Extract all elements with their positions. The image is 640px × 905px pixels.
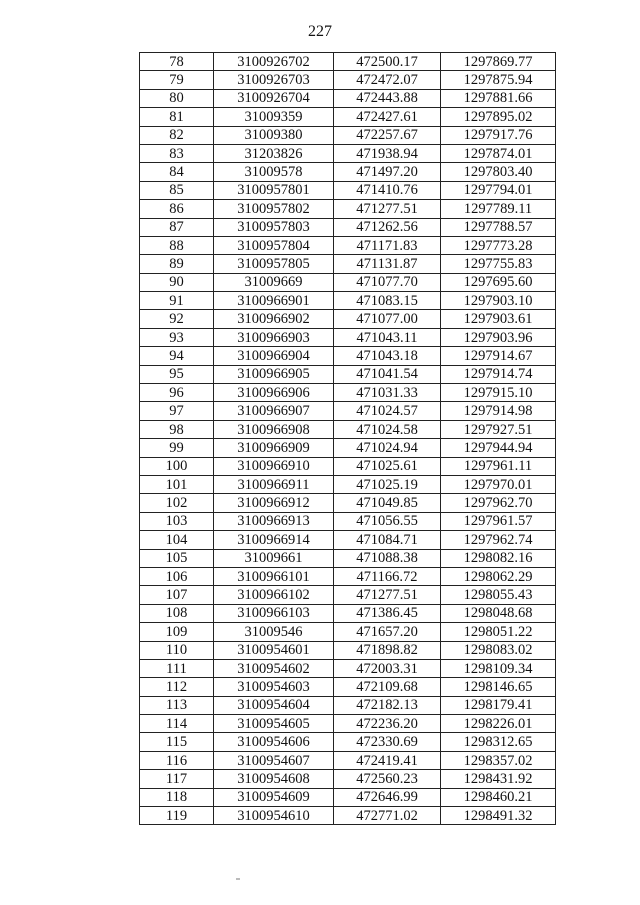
table-row — [140, 402, 556, 420]
x-coordinate-cell: 471056.55 — [334, 512, 441, 530]
x-coordinate-cell: 471262.56 — [334, 218, 441, 236]
x-coordinate-cell: 472257.67 — [334, 126, 441, 144]
table-row — [140, 733, 556, 751]
y-coordinate-cell: 1298083.02 — [441, 641, 556, 659]
table-row — [140, 659, 556, 677]
table-row — [140, 108, 556, 126]
row-number-cell: 94 — [140, 347, 214, 365]
table-row — [140, 494, 556, 512]
y-coordinate-cell: 1297773.28 — [441, 236, 556, 254]
point-id-cell: 3100954602 — [214, 659, 334, 677]
point-id-cell: 31009359 — [214, 108, 334, 126]
row-number-cell: 89 — [140, 255, 214, 273]
y-coordinate-cell: 1297789.11 — [441, 200, 556, 218]
y-coordinate-cell: 1297962.74 — [441, 531, 556, 549]
y-coordinate-cell: 1298179.41 — [441, 696, 556, 714]
row-number-cell: 79 — [140, 71, 214, 89]
y-coordinate-cell: 1297917.76 — [441, 126, 556, 144]
x-coordinate-cell: 471084.71 — [334, 531, 441, 549]
point-id-cell: 3100966911 — [214, 475, 334, 493]
point-id-cell: 3100954604 — [214, 696, 334, 714]
row-number-cell: 118 — [140, 788, 214, 806]
point-id-cell: 3100966905 — [214, 365, 334, 383]
row-number-cell: 98 — [140, 420, 214, 438]
table-row — [140, 384, 556, 402]
y-coordinate-cell: 1298048.68 — [441, 604, 556, 622]
y-coordinate-cell: 1297914.74 — [441, 365, 556, 383]
x-coordinate-cell: 471386.45 — [334, 604, 441, 622]
row-number-cell: 86 — [140, 200, 214, 218]
y-coordinate-cell: 1297903.10 — [441, 292, 556, 310]
table-row — [140, 512, 556, 530]
x-coordinate-cell: 472500.17 — [334, 53, 441, 71]
row-number-cell: 108 — [140, 604, 214, 622]
point-id-cell: 3100954610 — [214, 807, 334, 825]
row-number-cell: 90 — [140, 273, 214, 291]
x-coordinate-cell: 472646.99 — [334, 788, 441, 806]
table-row — [140, 696, 556, 714]
table-row — [140, 200, 556, 218]
row-number-cell: 119 — [140, 807, 214, 825]
coordinates-table-body — [140, 53, 556, 825]
row-number-cell: 106 — [140, 567, 214, 585]
point-id-cell: 3100954606 — [214, 733, 334, 751]
y-coordinate-cell: 1298051.22 — [441, 623, 556, 641]
x-coordinate-cell: 471166.72 — [334, 567, 441, 585]
point-id-cell: 31009546 — [214, 623, 334, 641]
row-number-cell: 99 — [140, 439, 214, 457]
x-coordinate-cell: 471171.83 — [334, 236, 441, 254]
table-row — [140, 457, 556, 475]
y-coordinate-cell: 1297915.10 — [441, 384, 556, 402]
table-row — [140, 347, 556, 365]
y-coordinate-cell: 1297881.66 — [441, 89, 556, 107]
table-row — [140, 623, 556, 641]
x-coordinate-cell: 472330.69 — [334, 733, 441, 751]
row-number-cell: 109 — [140, 623, 214, 641]
x-coordinate-cell: 471024.58 — [334, 420, 441, 438]
table-row — [140, 310, 556, 328]
x-coordinate-cell: 471077.00 — [334, 310, 441, 328]
point-id-cell: 3100966906 — [214, 384, 334, 402]
page-number: 227 — [308, 23, 332, 40]
x-coordinate-cell: 471497.20 — [334, 163, 441, 181]
table-row — [140, 89, 556, 107]
table-row — [140, 751, 556, 769]
y-coordinate-cell: 1297944.94 — [441, 439, 556, 457]
x-coordinate-cell: 472236.20 — [334, 715, 441, 733]
table-row — [140, 365, 556, 383]
point-id-cell: 3100926704 — [214, 89, 334, 107]
y-coordinate-cell: 1297961.11 — [441, 457, 556, 475]
table-row — [140, 531, 556, 549]
point-id-cell: 3100957804 — [214, 236, 334, 254]
y-coordinate-cell: 1298312.65 — [441, 733, 556, 751]
point-id-cell: 3100966909 — [214, 439, 334, 457]
row-number-cell: 110 — [140, 641, 214, 659]
y-coordinate-cell: 1298055.43 — [441, 586, 556, 604]
y-coordinate-cell: 1297903.61 — [441, 310, 556, 328]
row-number-cell: 107 — [140, 586, 214, 604]
table-row — [140, 273, 556, 291]
row-number-cell: 88 — [140, 236, 214, 254]
y-coordinate-cell: 1297869.77 — [441, 53, 556, 71]
y-coordinate-cell: 1298431.92 — [441, 770, 556, 788]
point-id-cell: 31009669 — [214, 273, 334, 291]
row-number-cell: 80 — [140, 89, 214, 107]
row-number-cell: 85 — [140, 181, 214, 199]
row-number-cell: 91 — [140, 292, 214, 310]
row-number-cell: 101 — [140, 475, 214, 493]
x-coordinate-cell: 471938.94 — [334, 144, 441, 162]
point-id-cell: 3100966102 — [214, 586, 334, 604]
row-number-cell: 84 — [140, 163, 214, 181]
row-number-cell: 93 — [140, 328, 214, 346]
y-coordinate-cell: 1298460.21 — [441, 788, 556, 806]
table-row — [140, 163, 556, 181]
point-id-cell: 3100957802 — [214, 200, 334, 218]
point-id-cell: 3100966901 — [214, 292, 334, 310]
y-coordinate-cell: 1297962.70 — [441, 494, 556, 512]
y-coordinate-cell: 1297914.67 — [441, 347, 556, 365]
table-row — [140, 236, 556, 254]
table-row — [140, 475, 556, 493]
point-id-cell: 3100957803 — [214, 218, 334, 236]
point-id-cell: 3100957801 — [214, 181, 334, 199]
y-coordinate-cell: 1297875.94 — [441, 71, 556, 89]
point-id-cell: 3100954609 — [214, 788, 334, 806]
point-id-cell: 3100966913 — [214, 512, 334, 530]
point-id-cell: 3100926703 — [214, 71, 334, 89]
x-coordinate-cell: 471031.33 — [334, 384, 441, 402]
point-id-cell: 3100966908 — [214, 420, 334, 438]
point-id-cell: 3100954607 — [214, 751, 334, 769]
point-id-cell: 31009661 — [214, 549, 334, 567]
y-coordinate-cell: 1297961.57 — [441, 512, 556, 530]
row-number-cell: 82 — [140, 126, 214, 144]
point-id-cell: 3100966912 — [214, 494, 334, 512]
row-number-cell: 114 — [140, 715, 214, 733]
x-coordinate-cell: 471277.51 — [334, 200, 441, 218]
table-row — [140, 641, 556, 659]
y-coordinate-cell: 1298082.16 — [441, 549, 556, 567]
row-number-cell: 112 — [140, 678, 214, 696]
point-id-cell: 3100966910 — [214, 457, 334, 475]
point-id-cell: 31009578 — [214, 163, 334, 181]
y-coordinate-cell: 1297903.96 — [441, 328, 556, 346]
y-coordinate-cell: 1297895.02 — [441, 108, 556, 126]
x-coordinate-cell: 472472.07 — [334, 71, 441, 89]
point-id-cell: 31203826 — [214, 144, 334, 162]
y-coordinate-cell: 1297914.98 — [441, 402, 556, 420]
row-number-cell: 115 — [140, 733, 214, 751]
x-coordinate-cell: 471043.11 — [334, 328, 441, 346]
point-id-cell: 3100966902 — [214, 310, 334, 328]
row-number-cell: 87 — [140, 218, 214, 236]
x-coordinate-cell: 471898.82 — [334, 641, 441, 659]
coordinates-table — [139, 52, 556, 825]
y-coordinate-cell: 1297788.57 — [441, 218, 556, 236]
y-coordinate-cell: 1297927.51 — [441, 420, 556, 438]
row-number-cell: 117 — [140, 770, 214, 788]
x-coordinate-cell: 472771.02 — [334, 807, 441, 825]
x-coordinate-cell: 471024.57 — [334, 402, 441, 420]
table-row — [140, 567, 556, 585]
table-row — [140, 292, 556, 310]
point-id-cell: 3100954601 — [214, 641, 334, 659]
point-id-cell: 3100926702 — [214, 53, 334, 71]
point-id-cell: 3100954605 — [214, 715, 334, 733]
row-number-cell: 81 — [140, 108, 214, 126]
x-coordinate-cell: 471025.19 — [334, 475, 441, 493]
x-coordinate-cell: 471083.15 — [334, 292, 441, 310]
x-coordinate-cell: 472003.31 — [334, 659, 441, 677]
table-row — [140, 328, 556, 346]
x-coordinate-cell: 471131.87 — [334, 255, 441, 273]
row-number-cell: 97 — [140, 402, 214, 420]
row-number-cell: 92 — [140, 310, 214, 328]
point-id-cell: 31009380 — [214, 126, 334, 144]
x-coordinate-cell: 471043.18 — [334, 347, 441, 365]
y-coordinate-cell: 1298226.01 — [441, 715, 556, 733]
point-id-cell: 3100966101 — [214, 567, 334, 585]
y-coordinate-cell: 1298357.02 — [441, 751, 556, 769]
table-row — [140, 53, 556, 71]
row-number-cell: 113 — [140, 696, 214, 714]
x-coordinate-cell: 472419.41 — [334, 751, 441, 769]
x-coordinate-cell: 471025.61 — [334, 457, 441, 475]
row-number-cell: 95 — [140, 365, 214, 383]
point-id-cell: 3100954608 — [214, 770, 334, 788]
x-coordinate-cell: 471024.94 — [334, 439, 441, 457]
y-coordinate-cell: 1297695.60 — [441, 273, 556, 291]
row-number-cell: 96 — [140, 384, 214, 402]
table-row — [140, 678, 556, 696]
y-coordinate-cell: 1297970.01 — [441, 475, 556, 493]
y-coordinate-cell: 1298109.34 — [441, 659, 556, 677]
x-coordinate-cell: 471041.54 — [334, 365, 441, 383]
y-coordinate-cell: 1298062.29 — [441, 567, 556, 585]
row-number-cell: 83 — [140, 144, 214, 162]
y-coordinate-cell: 1297794.01 — [441, 181, 556, 199]
table-row — [140, 715, 556, 733]
table-row — [140, 255, 556, 273]
table-row — [140, 788, 556, 806]
table-row — [140, 144, 556, 162]
row-number-cell: 100 — [140, 457, 214, 475]
point-id-cell: 3100966903 — [214, 328, 334, 346]
table-row — [140, 218, 556, 236]
x-coordinate-cell: 472109.68 — [334, 678, 441, 696]
point-id-cell: 3100966103 — [214, 604, 334, 622]
scan-speck — [236, 878, 240, 880]
point-id-cell: 3100954603 — [214, 678, 334, 696]
row-number-cell: 111 — [140, 659, 214, 677]
table-row — [140, 807, 556, 825]
point-id-cell: 3100966907 — [214, 402, 334, 420]
y-coordinate-cell: 1297755.83 — [441, 255, 556, 273]
row-number-cell: 103 — [140, 512, 214, 530]
point-id-cell: 3100966914 — [214, 531, 334, 549]
row-number-cell: 116 — [140, 751, 214, 769]
y-coordinate-cell: 1298146.65 — [441, 678, 556, 696]
y-coordinate-cell: 1298491.32 — [441, 807, 556, 825]
y-coordinate-cell: 1297874.01 — [441, 144, 556, 162]
row-number-cell: 105 — [140, 549, 214, 567]
point-id-cell: 3100966904 — [214, 347, 334, 365]
table-row — [140, 770, 556, 788]
x-coordinate-cell: 472560.23 — [334, 770, 441, 788]
row-number-cell: 104 — [140, 531, 214, 549]
x-coordinate-cell: 471410.76 — [334, 181, 441, 199]
x-coordinate-cell: 472182.13 — [334, 696, 441, 714]
table-row — [140, 126, 556, 144]
table-row — [140, 439, 556, 457]
x-coordinate-cell: 471657.20 — [334, 623, 441, 641]
row-number-cell: 78 — [140, 53, 214, 71]
point-id-cell: 3100957805 — [214, 255, 334, 273]
y-coordinate-cell: 1297803.40 — [441, 163, 556, 181]
x-coordinate-cell: 471049.85 — [334, 494, 441, 512]
x-coordinate-cell: 472427.61 — [334, 108, 441, 126]
table-row — [140, 586, 556, 604]
table-row — [140, 549, 556, 567]
x-coordinate-cell: 471077.70 — [334, 273, 441, 291]
row-number-cell: 102 — [140, 494, 214, 512]
x-coordinate-cell: 471277.51 — [334, 586, 441, 604]
table-row — [140, 420, 556, 438]
table-row — [140, 71, 556, 89]
table-row — [140, 181, 556, 199]
x-coordinate-cell: 471088.38 — [334, 549, 441, 567]
table-row — [140, 604, 556, 622]
x-coordinate-cell: 472443.88 — [334, 89, 441, 107]
